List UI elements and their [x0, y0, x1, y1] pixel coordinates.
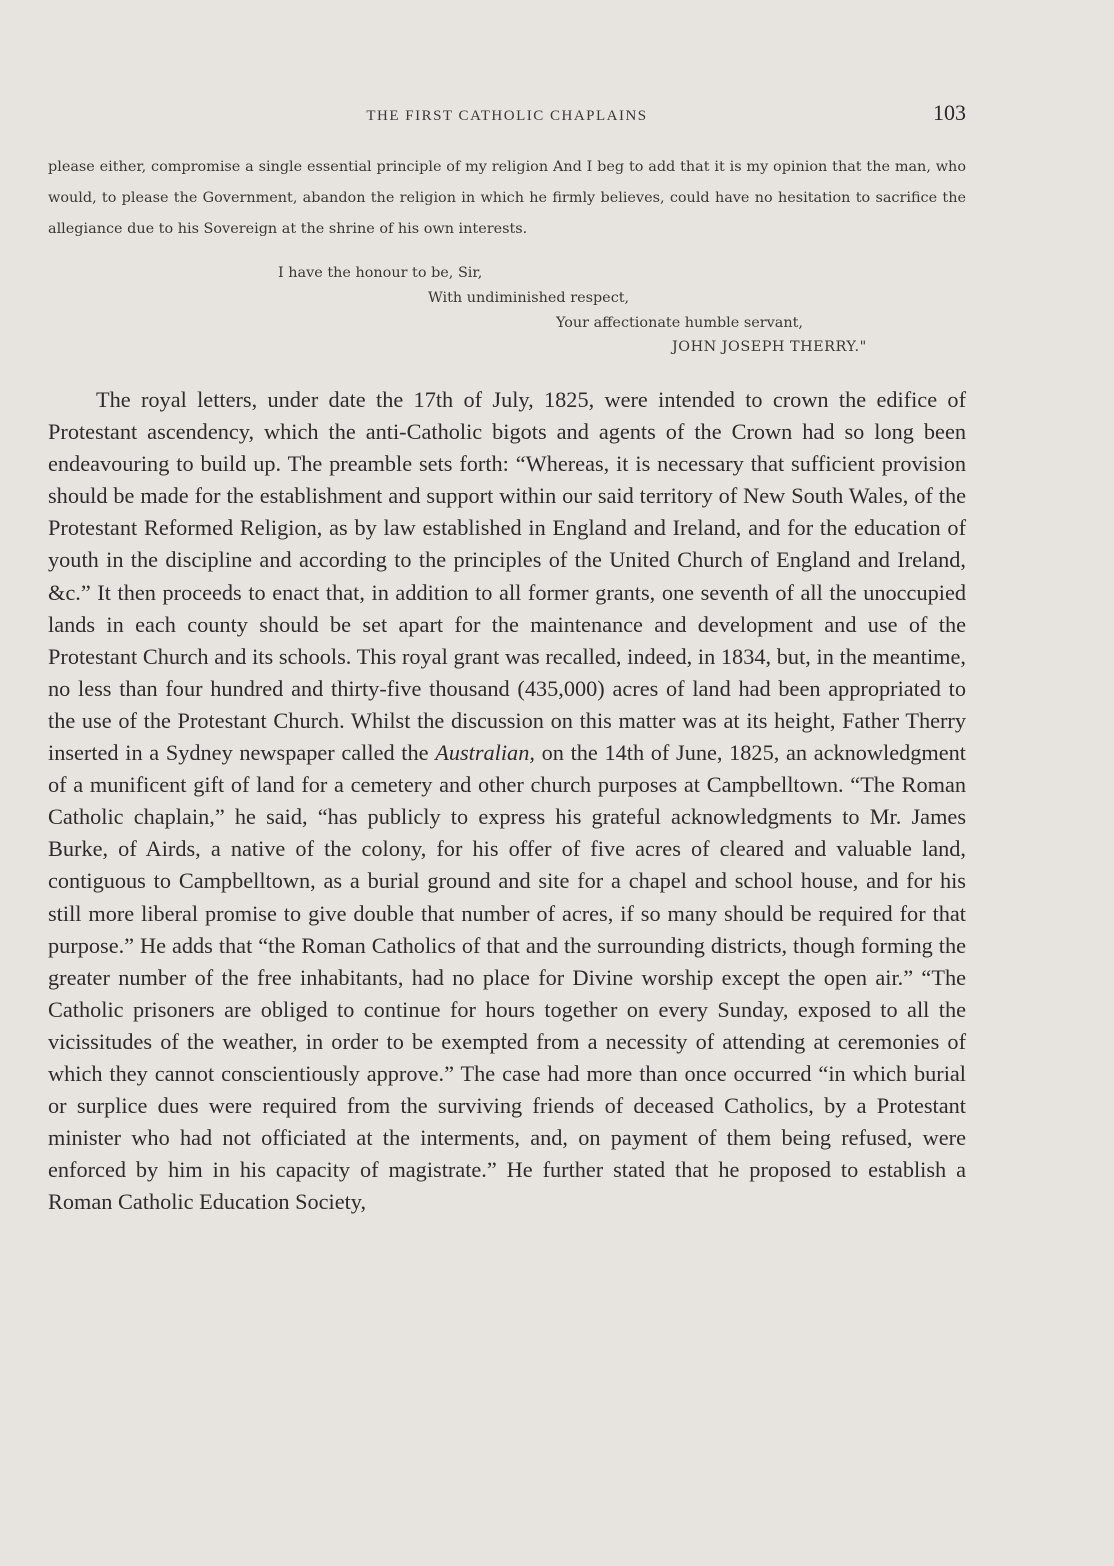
page-number: 103 [933, 100, 966, 125]
running-title: THE FIRST CATHOLIC CHAPLAINS [366, 108, 648, 124]
letter-text: please either, compromise a single essential principle of my religion And I beg to add that it is my opinion that the man, who would, to please the Government, abandon the religion in which he firmly believes, could have no hesitation to sacrifice the allegiance due to his Sovereign at the shrine of his own interests. [48, 159, 966, 237]
letter-closing-line: I have the honour to be, Sir, [278, 265, 483, 281]
main-body [48, 384, 966, 1218]
letter-signature: JOHN JOSEPH THERRY." [672, 339, 867, 355]
letter-closing-line: Your affectionate humble servant, [556, 315, 803, 331]
body-text-part: The royal letters, under date the 17th of July, 1825, were intended to crown the edifice of Protestant ascendency, which the anti-Catholic bigots and agents of the Crown had so long been endeavouring to build up. The preamble sets forth: “Whereas, it is necessary that sufficient provision should be made for the establishment and support within our said territory of New South Wales, of the Protestant Reformed Religion, as by law established in England and Ireland, and for the education of youth in the discipline and according to the principles of the United Church of England and Ireland, &c.” It then proceeds to enact that, in addition to all former grants, one seventh of all the unoccupied lands in each county should be set apart for the maintenance and development and use of the Protestant Church and its schools. This royal grant was recalled, indeed, in 1834, but, in the meantime, no less than four hundred and thirty-five thousand (435,000) acres of land had been appropriated to the use of the Protestant Church. Whilst the discussion on this matter was at its height, Father Therry inserted in a Sydney newspaper called the [48, 387, 966, 766]
body-paragraph [48, 384, 966, 1218]
newspaper-title: Australian, [435, 740, 535, 766]
letter-closing-line: With undiminished respect, [428, 290, 630, 306]
letter-excerpt [48, 152, 966, 245]
page-header [48, 100, 966, 130]
body-text-part: on the 14th of June, 1825, an acknowledgment of a munificent gift of land for a cemetery and other church purposes at Campbelltown. “The Roman Catholic chaplain,” he said, “has publicly to express his grateful acknowledgments to Mr. James Burke, of Airds, a native of the colony, for his offer of five acres of cleared and valuable land, contiguous to Campbelltown, as a burial ground and site for a chapel and school house, and for his still more liberal promise to give double that number of acres, if so many should be required for that purpose.” He adds that “the Roman Catholics of that and the surrounding districts, though forming the greater number of the free inhabitants, had no place for Divine worship except the open air.” “The Catholic prisoners are obliged to continue for hours together on every Sunday, exposed to all the vicissitudes of the weather, in order to be exempted from a necessity of attending at ceremonies of which they cannot conscientiously approve.” The case had more than once occurred “in which burial or surplice dues were required from the surviving friends of deceased Catholics, by a Protestant minister who had not officiated at the interments, and, on payment of them being refused, were enforced by him in his capacity of magistrate.” He further stated that he proposed to establish a Roman Catholic Education Society, [48, 740, 966, 1215]
